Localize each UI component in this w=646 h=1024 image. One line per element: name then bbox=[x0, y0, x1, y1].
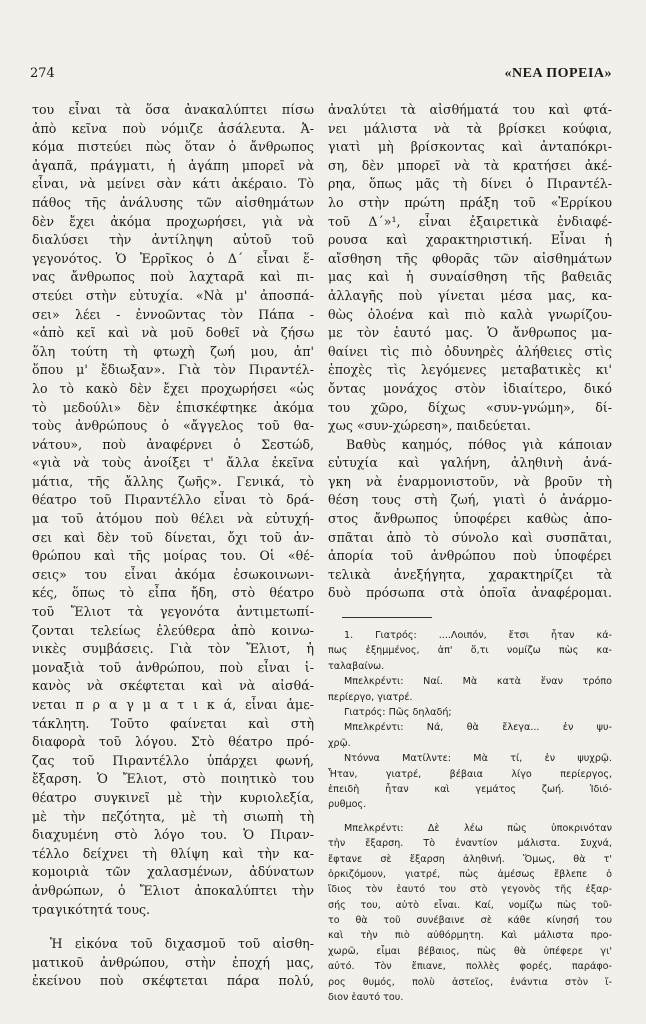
paragraph-gap bbox=[32, 919, 314, 935]
text-line: θὼς ὁλοένα καὶ πιὸ καλὰ γνωρίζου- bbox=[328, 306, 612, 322]
footnotes bbox=[328, 628, 612, 1005]
footnote-line: ταλαβαίνω. bbox=[328, 660, 385, 672]
text-line: νει μάλιστα νὰ τὰ βρίσκει κούφια, bbox=[328, 120, 612, 136]
footnote-line: ὁρκιζόμουν, γιατρέ, πὼς ἀμέσως ἔβλεπε ὁ bbox=[328, 868, 612, 880]
footnote-line: ἴδιος τὸν ἑαυτό του στὸ γεγονὸς τῆς ἐξαρ- bbox=[328, 884, 612, 896]
text-line: τελικὰ ἀνεξήγητα, χαρακτηρίζει τὰ bbox=[328, 566, 612, 582]
footnote-line: Μπελκρέντι: Δὲ λέω πὼς ὑποκρινόταν bbox=[344, 822, 612, 834]
text-line: του χῶρο, δίχως «συν-γνώμη», δί- bbox=[328, 399, 612, 415]
footnote-line: χωρῶ, εἶμαι βέβαιος, πὼς θὰ ὑπέφερε γι' bbox=[328, 945, 612, 957]
text-line: ὅλη τούτη τὴ φτωχὴ ζωή μου, ἀπ' bbox=[32, 343, 314, 359]
text-line: μα τοῦ ἀτόμου ποὺ θέλει νὰ εὐτυχή- bbox=[32, 511, 314, 527]
text-line: τοῦ Δ΄»¹, εἶναι ἐξαιρετικὰ ἐνδιαφέ- bbox=[328, 213, 612, 229]
text-line: κόμα πιστεύει πὼς ὅταν ὁ ἄνθρωπος bbox=[32, 139, 314, 155]
text-line: Βαθὺς καημός, πόθος γιὰ κάποιαν bbox=[346, 436, 612, 452]
right-column bbox=[328, 101, 612, 1005]
text-line: με τὸν ἑαυτό μας. Ὁ ἄνθρωπος μα- bbox=[328, 325, 612, 341]
text-line: ρουσα καὶ χαρακτηριστική. Εἶναι ἡ bbox=[328, 232, 612, 248]
text-line: ὅπου μ' ἔδιωξαν». Γιὰ τὸν Πιραντέλ- bbox=[32, 362, 314, 378]
text-line: πάθος τῆς ἀνάλυσης τῶν αἰσθημάτων bbox=[32, 194, 314, 210]
footnote-rule bbox=[342, 617, 432, 618]
text-line: δὲν ἔχει ἀκόμα προχωρήσει, γιὰ νὰ bbox=[32, 213, 314, 229]
text-line: νας ἄνθρωπος ποὺ λαχταρᾶ καὶ πι- bbox=[32, 269, 314, 285]
footnote-line: Ἦταν, γιατρέ, βέβαια λίγο περίεργος, bbox=[328, 768, 612, 780]
text-line: Ἡ εἰκόνα τοῦ διχασμοῦ τοῦ αἰσθη- bbox=[50, 936, 314, 952]
text-line: ἔξαρση. Ὁ Ἔλιοτ, στὸ ποιητικὸ του bbox=[32, 771, 314, 787]
text-line: νεται π ρ α γ μ α τ ι κ ά, εἶναι ἀμε- bbox=[32, 697, 314, 712]
text-line: διαχυμένη στὸ λόγο του. Ὁ Πιραν- bbox=[32, 827, 314, 843]
footnote-line: Μπελκρέντι: Νά, θὰ ἔλεγα... ἐν ψυ- bbox=[344, 722, 612, 734]
text-line: του εἶναι τὰ ὅσα ἀνακαλύπτει πίσω bbox=[32, 102, 314, 117]
text-line: ἐκείνου ποὺ σκέφτεται πάρα πολύ, bbox=[32, 973, 314, 989]
text-line: ἐποχὲς τὶς λεγόμενες μεταβατικὲς κι' bbox=[328, 362, 612, 378]
footnote-line: σής του, αὐτὸ εἶναι. Καί, νομίζω πὼς τοῦ- bbox=[328, 899, 612, 911]
text-line: ζας τοῦ Πιραντέλλο ὑπάρχει φωνή, bbox=[32, 752, 314, 768]
page-header bbox=[30, 66, 612, 84]
text-line: σει καὶ δὲν τοῦ δίνεται, ὄχι τοῦ ἀν- bbox=[32, 529, 314, 545]
text-line: αἴσθηση τῆς φθορᾶς τῶν αἰσθημάτων bbox=[328, 250, 612, 266]
text-line: κανὸς νὰ σκέφτεται καὶ νὰ αἰσθά- bbox=[32, 678, 314, 694]
text-line: δυὸ πρόσωπα στὰ ὁποῖα ἀναφέρομαι. bbox=[328, 585, 612, 601]
footnote-line: Ντόννα Ματίλντε: Μὰ τί, ἐν ψυχρῷ. bbox=[344, 753, 612, 765]
text-line: τοῦ Ἔλιοτ τὰ γεγονότα ἀντιμετωπί- bbox=[32, 604, 314, 620]
text-line: «ἀπὸ κεῖ καὶ νὰ μοῦ δοθεῖ νὰ ζήσω bbox=[32, 325, 314, 341]
text-line: εὐτυχία καὶ γαλήνη, ἀληθινὴ ἀνά- bbox=[328, 455, 612, 471]
text-line: ἀναλύτει τὰ αἰσθήματά του καὶ φτά- bbox=[328, 102, 612, 117]
text-line: ὄντας μονάχος στὸν ἰδιαίτερο, δικό bbox=[328, 380, 612, 396]
footnote-line: αὐτό. Τὸν ἔπιανε, πολλὲς φορές, παράφο- bbox=[328, 961, 612, 973]
text-line: νικὲς συμβάσεις. Γιὰ τὸν Ἔλιοτ, ἡ bbox=[32, 641, 314, 657]
footnote-line: ρυθμος. bbox=[328, 799, 367, 811]
text-line: ἀπὸ κεῖνα ποὺ νόμιζε ἀσάλευτα. Ἀ- bbox=[32, 120, 314, 136]
text-line: τραγικότητά τους. bbox=[32, 901, 151, 917]
text-line: ἀλλαγῆς ποὺ γίνεται μέσα μας, κα- bbox=[328, 287, 612, 303]
text-line: γεγονότος. Ὁ Ἐρρῖκος ὁ Δ΄ εἶναι ἕ- bbox=[32, 250, 314, 266]
text-line: νάτου», ποὺ ἀναφέρνει ὁ Σεστώδ, bbox=[32, 436, 314, 452]
text-line: ἀπορία τοῦ ἀνθρώπου ποὺ ὑποφέρει bbox=[328, 548, 612, 564]
text-line: θαίνει τὶς πιὸ ὀδυνηρὲς ἀλήθειες στὶς bbox=[328, 343, 612, 359]
text-line: «γιὰ νὰ τοὺς ἀνοίξει τ' ἄλλα ἐκεῖνα bbox=[32, 455, 314, 471]
footnote-line: ἔφτανε σὲ ἔξαρση ἀληθινή. Ὅμως, θὰ τ' bbox=[328, 853, 612, 865]
text-line: τέλλο δείχνει τὴ θλίψη καὶ τὴν κα- bbox=[32, 845, 314, 861]
text-line: θέση τους στὴ ζωή, γιατὶ ὁ ἀνάρμο- bbox=[328, 492, 612, 508]
text-line: μὲ τὴν πεζότητα, μὲ τὴ σιωπὴ τὴ bbox=[32, 808, 314, 824]
text-line: γκη νὰ ἐναρμονιστοῦν, νὰ βροῦν τὴ bbox=[328, 473, 612, 489]
footnote-line: ἐπειδὴ ἦταν καὶ γεμάτος ζωή. Ἰδιό- bbox=[328, 783, 612, 795]
page-number: 274 bbox=[30, 66, 55, 81]
footnote-line: περίεργο, γιατρέ. bbox=[328, 691, 413, 703]
text-line: διαφορὰ τοῦ λόγου. Στὸ θέατρο πρό- bbox=[32, 734, 314, 750]
footnote-line: Γιατρός: Πῶς δηλαδή; bbox=[344, 706, 452, 718]
footnote-line: το θὰ τοῦ συνέβαινε σὲ κάθε κίνησή του bbox=[328, 915, 612, 927]
footnote-line: διον ἑαυτό του. bbox=[328, 992, 404, 1004]
text-line: ματικοῦ ἀνθρώπου, στὴν ἐποχή μας, bbox=[32, 954, 314, 970]
text-line: λο στὴν πρώτη πράξη τοῦ «Ἐρρίκου bbox=[328, 194, 612, 210]
text-line: θέατρο τοῦ Πιραντέλλο εἶναι τὸ δρά- bbox=[32, 492, 314, 508]
text-line: ἀγαπᾶ, πράγματι, ἡ ἀγάπη μπορεῖ νὰ bbox=[32, 157, 314, 173]
running-head: «ΝΕΑ ΠΟΡΕΙΑ» bbox=[504, 66, 612, 81]
text-line: τὸ μεδούλι» δὲν ἐπισκέφτηκε ἀκόμα bbox=[32, 399, 314, 415]
text-line: μάτια, τῆς ἄλλης ζωῆς». Γενικά, τὸ bbox=[32, 473, 314, 489]
footnote-line: 1. Γιατρός: ....Λοιπόν, ἔτσι ἦταν κά- bbox=[344, 630, 612, 642]
text-line: γιατὶ μὴ βρίσκοντας καὶ ἀνταπόκρι- bbox=[328, 139, 612, 155]
text-line: μοναξιὰ τοῦ ἀνθρώπου, ποὺ εἶναι ἱ- bbox=[32, 659, 314, 675]
text-line: τοὺς ἀνθρώπους ὁ «ἄγγελος τοῦ θα- bbox=[32, 418, 314, 434]
footnote-line: ρος θυμός, πολὺ ἀστεῖος, ἐνάντια στὸν ἴ- bbox=[328, 976, 612, 988]
text-line: σεις» του εἶναι ἀκόμα ἐσωκοινωνι- bbox=[32, 566, 314, 582]
text-line: ἀνθρώπων, ὁ Ἔλιοτ ἀποκαλύπτει τὴν bbox=[32, 882, 314, 898]
footnote-line: Μπελκρέντι: Ναί. Μὰ κατὰ ἕναν τρόπο bbox=[344, 676, 612, 688]
text-line: λο τὸ κακὸ δὲν ἔχει προχωρήσει «ὡς bbox=[32, 380, 314, 396]
text-line: διαλύσει τὴν ἀντίληψη αὐτοῦ τοῦ bbox=[32, 232, 314, 248]
footnote-line: πως ἐξημμένος, ἀπ' ὅ,τι νομίζω πὼς κα- bbox=[328, 645, 612, 657]
text-line: θρώπου καὶ τῆς μοίρας του. Οἱ «θέ- bbox=[32, 548, 314, 564]
text-line: στεύει στὴν εὐτυχία. «Νὰ μ' ἀποσπά- bbox=[32, 287, 314, 303]
text-line: ζονται τελείως ἐλεύθερα ἀπὸ κοινω- bbox=[32, 622, 314, 638]
footnote-line: τὴν ἔξαρση. Τὸ ἐναντίον μάλιστα. Συχνά, bbox=[328, 838, 612, 850]
text-line: τάκλητη. Τοῦτο φαίνεται καὶ στὴ bbox=[32, 715, 314, 731]
text-line: εἶναι, νὰ μείνει σὰν κάτι ἀκέραιο. Τὸ bbox=[32, 176, 314, 192]
text-line: σπᾶται ἀπὸ τὸ σύνολο καὶ συσπᾶται, bbox=[328, 529, 612, 545]
paragraph-gap bbox=[328, 813, 612, 821]
left-column bbox=[32, 101, 314, 991]
footnote-line: χρῷ. bbox=[328, 737, 351, 749]
text-line: στος ἄνθρωπος ὑποφέρει καθὼς ἀπο- bbox=[328, 511, 612, 527]
footnote-line: καὶ τὴν πιὸ αὐθόρμητη. Καὶ μάλιστα προ- bbox=[328, 930, 612, 942]
text-line: χως «συν-χώρεση», παιδεύεται. bbox=[328, 418, 531, 434]
text-line: σει» λέει - ἐννοῶντας τὸν Πάπα - bbox=[32, 306, 314, 322]
text-line: θέατρο συγκινεῖ μὲ τὴν κυριολεξία, bbox=[32, 789, 314, 805]
text-line: ρηα, ὅπως μᾶς τὴ δίνει ὁ Πιραντέλ- bbox=[328, 176, 612, 192]
text-line: κές, ὅπως τὸ εἶπα ἤδη, στὸ θέατρο bbox=[32, 585, 314, 601]
text-line: μας καὶ ἡ συναίσθηση τῆς βαθειᾶς bbox=[328, 269, 612, 285]
text-line: κομοιριὰ τῶν χαλασμένων, ἀδύνατων bbox=[32, 864, 314, 880]
text-line: ση, δὲν μπορεῖ νὰ τὰ κρατήσει ἀκέ- bbox=[328, 157, 612, 173]
